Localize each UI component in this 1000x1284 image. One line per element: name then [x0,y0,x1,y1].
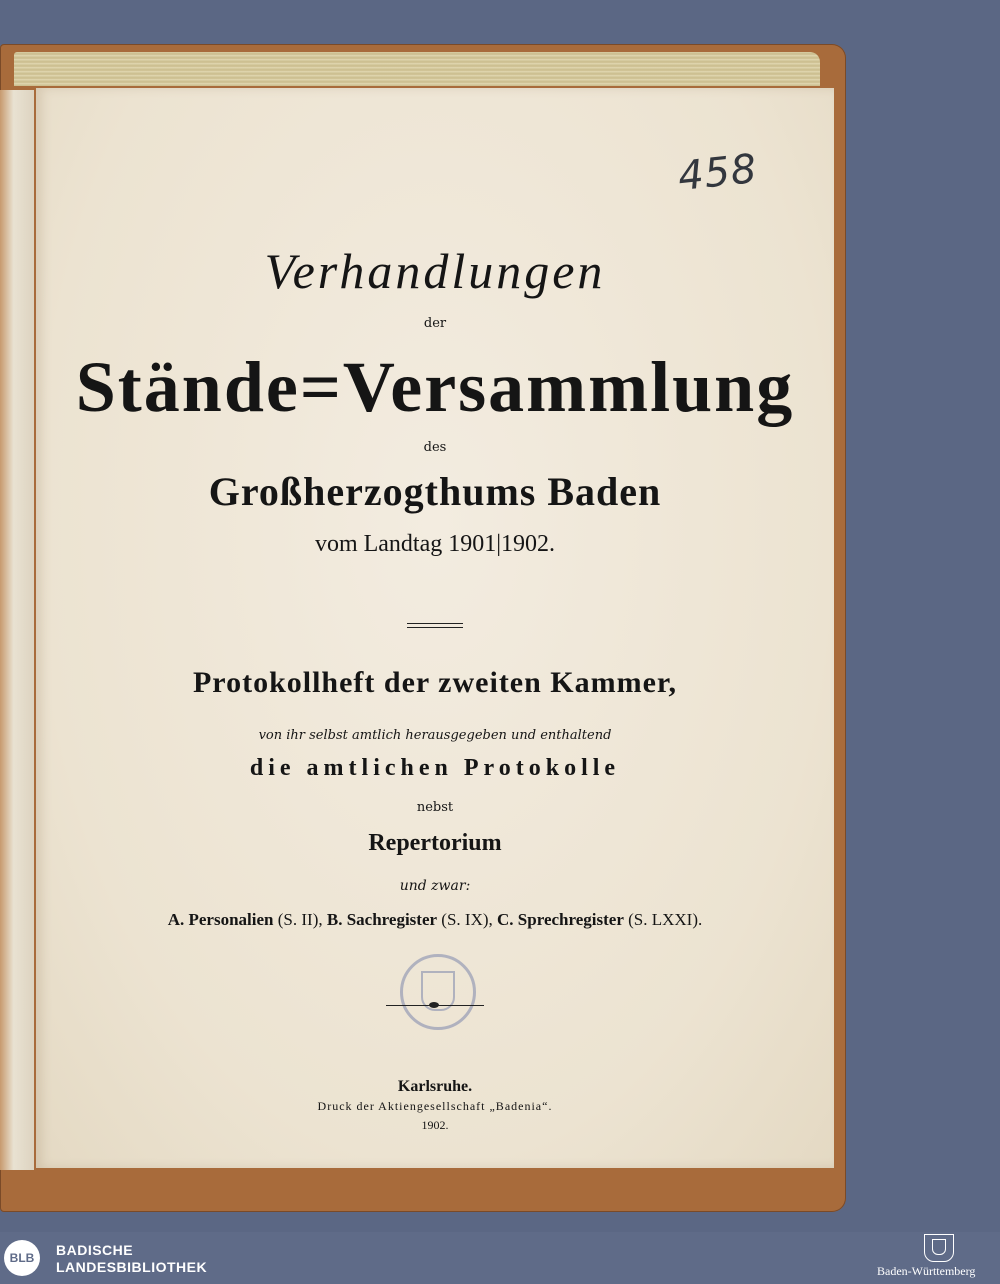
title-landtag: vom Landtag 1901|1902. [314,531,556,557]
register-b-letter: B. [326,910,343,929]
library-name[interactable] [56,1242,207,1276]
imprint-printer: Druck der Aktiengesellschaft „Badenia“. [317,1099,553,1113]
register-c-ref: (S. LXXI). [628,910,703,929]
protocols-line: die amtlichen Protokolle [249,755,621,781]
ornamental-rule [386,1005,484,1006]
spine-strip [0,90,34,1170]
divider-rule [407,623,463,628]
register-a-ref: (S. II), [277,910,323,929]
register-b-ref: (S. IX), [441,910,493,929]
connector-nebst: nebst [416,800,454,815]
title-verhandlungen: Verhandlungen [264,243,606,299]
register-c-label: Sprechregister [517,910,624,929]
register-b-label: Sachregister [346,910,438,929]
connector-des: des [423,440,447,455]
register-a-label: Personalien [188,910,274,929]
title-staende-versammlung: Stände=Versammlung [75,347,795,427]
connector-der: der [423,316,447,331]
handwritten-number: 458 [675,145,760,201]
page-edges [14,52,820,86]
state-name[interactable]: Baden-Württemberg [877,1264,976,1278]
coat-of-arms-icon [924,1234,954,1262]
library-name-line-1: BADISCHE [56,1242,134,1258]
repertorium-line: Repertorium [368,830,502,856]
register-a-letter: A. [167,910,185,929]
library-name-line-2: LANDESBIBLIOTHEK [56,1259,208,1275]
connector-und-zwar: und zwar: [399,878,471,894]
title-grossherzogthum: Großherzogthums Baden [208,469,662,514]
title-page [36,88,834,1168]
library-stamp [400,954,476,1030]
blb-logo[interactable]: BLB [4,1240,40,1276]
imprint-place: Karlsruhe. [397,1078,473,1095]
subtitle-protokollheft: Protokollheft der zweiten Kammer, [192,666,677,699]
subtitle-note: von ihr selbst amtlich herausgegeben und enthaltend [258,728,612,743]
footer-bar [0,1232,1000,1284]
register-c-letter: C. [497,910,514,929]
imprint-year: 1902. [421,1118,449,1132]
register-list [36,910,834,930]
